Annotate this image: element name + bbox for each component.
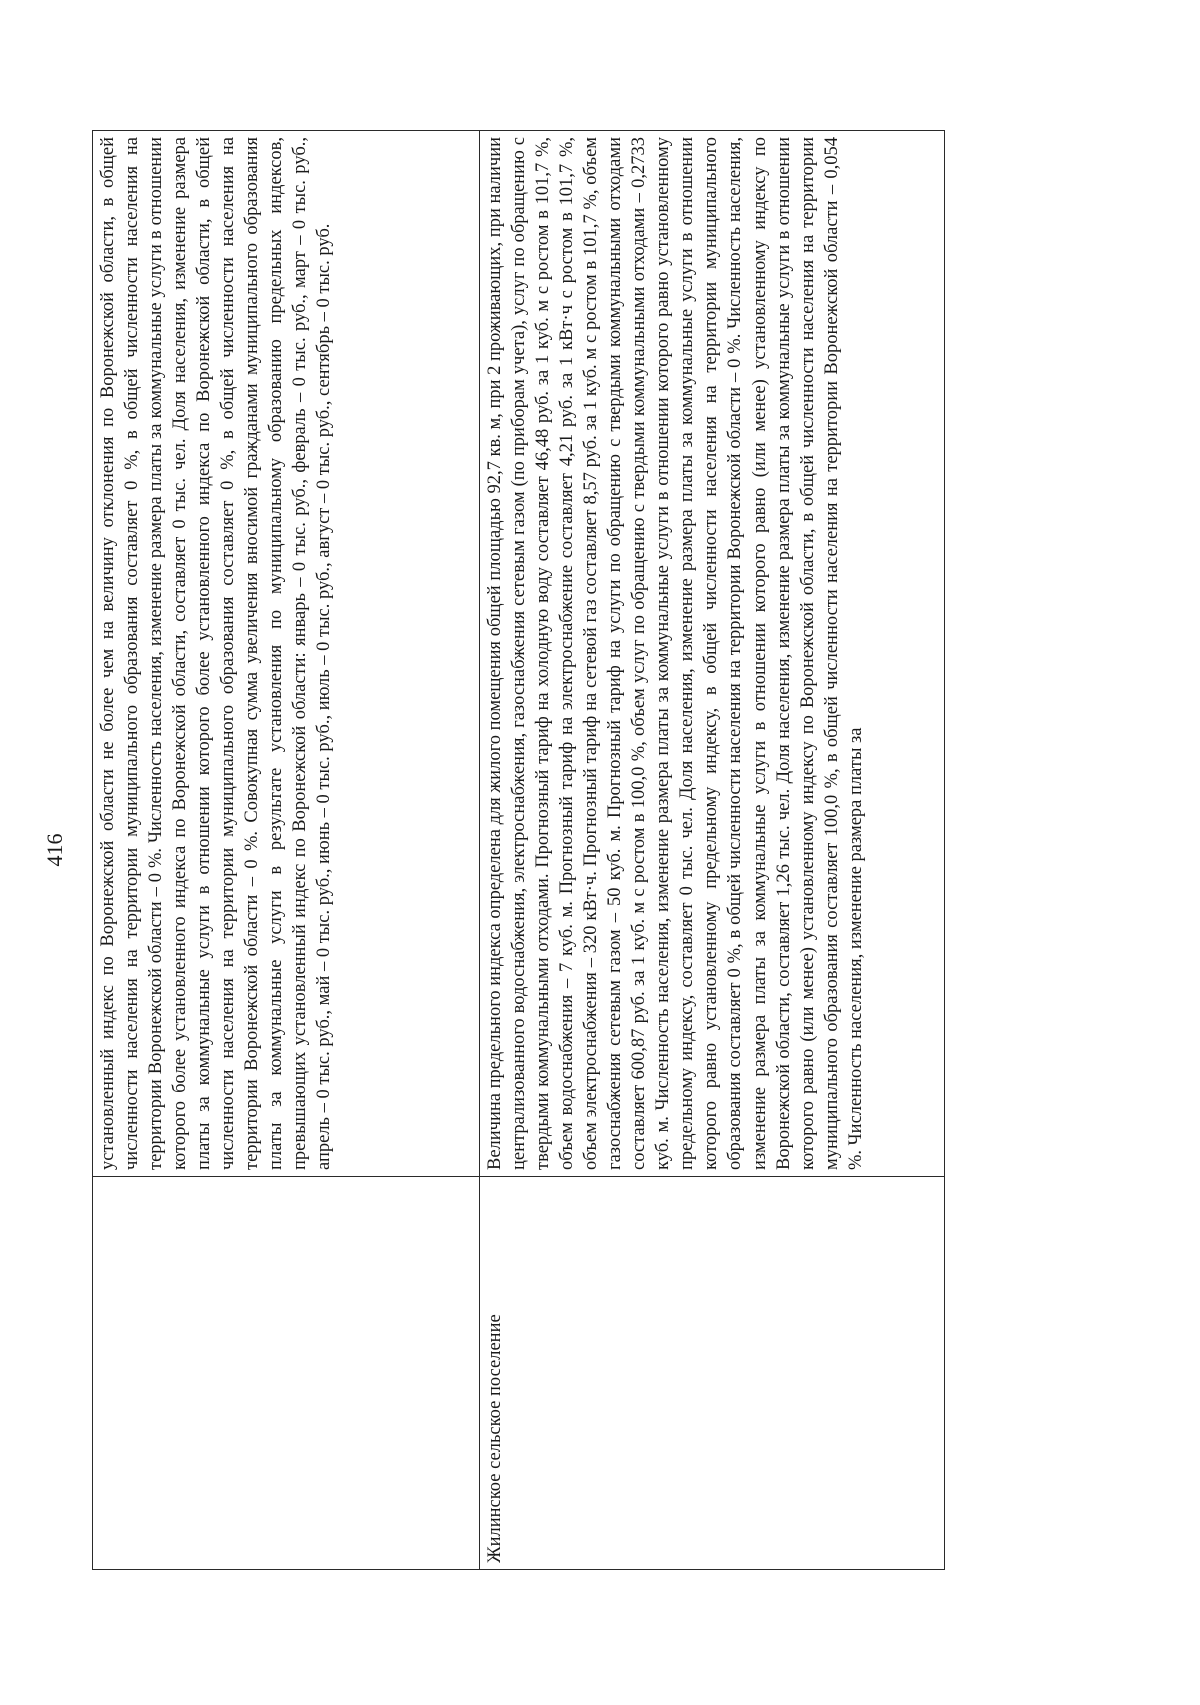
municipality-cell <box>93 1177 480 1570</box>
document-table <box>92 130 945 1570</box>
description-cell: Величина предельного индекса определена для жилого помещения общей площадью 92,7 кв. м, при 2 проживающих, при наличии централизованного водоснабжения, электроснабжения, газоснабжения сетевым газом (по приборам учета), услуг по обращению с твердыми коммунальными отходами. Прогнозный тариф на холодную воду составляет 46,48 руб. за 1 куб. м с ростом в 101,7 %, объем водоснабжения – 7 куб. м. Прогнозный тариф на электроснабжение составляет 4,21 руб. за 1 кВт·ч с ростом в 101,7 %, объем электроснабжения – 320 кВт·ч. Прогнозный тариф на сетевой газ составляет 8,57 руб. за 1 куб. м с ростом в 101,7 %, объем газоснабжения сетевым газом – 50 куб. м. Прогнозный тариф на услуги по обращению с твердыми коммунальными отходами составляет 600,87 руб. за 1 куб. м с ростом в 100,0 %, объем услуг по обращению с твердыми коммунальными отходами – 0,2733 куб. м. Численность населения, изменение размера платы за коммунальные услуги в отношении которого равно установленному предельному индексу, составляет 0 тыс. чел. Доля населения, изменение размера платы за коммунальные услуги в отношении которого равно установленному предельному индексу, в общей численности населения на территории муниципального образования составляет 0 %, в общей численности населения на территории Воронежской области – 0 %. Численность населения, изменение размера платы за коммунальные услуги в отношении которого равно (или менее) установленному индексу по Воронежской области, составляет 1,26 тыс. чел. Доля населения, изменение размера платы за коммунальные услуги в отношении которого равно (или менее) установленному индексу по Воронежской области, в общей численности населения на территории муниципального образования составляет 100,0 %, в общей численности населения на территории Воронежской области – 0,054 %. Численность населения, изменение размера платы за <box>480 131 945 1177</box>
table-row <box>480 131 945 1570</box>
table-row <box>93 131 480 1570</box>
description-cell: установленный индекс по Воронежской области не более чем на величину отклонения по Воронежской области, в общей численности населения на территории муниципального образования составляет 0 %, в общей численности населения на территории Воронежской области – 0 %. Численность населения, изменение размера платы за коммунальные услуги в отношении которого более установленного индекса по Воронежской области, составляет 0 тыс. чел. Доля населения, изменение размера платы за коммунальные услуги в отношении которого более установленного индекса по Воронежской области, в общей численности населения на территории муниципального образования составляет 0 %, в общей численности населения на территории Воронежской области – 0 %. Совокупная сумма увеличения вносимой гражданами муниципального образования платы за коммунальные услуги в результате установления по муниципальному образованию предельных индексов, превышающих установленный индекс по Воронежской области: январь – 0 тыс. руб., февраль – 0 тыс. руб., март – 0 тыс. руб., апрель – 0 тыс. руб., май – 0 тыс. руб., июнь – 0 тыс. руб., июль – 0 тыс. руб., август – 0 тыс. руб., сентябрь – 0 тыс. руб. <box>93 131 480 1177</box>
page-number: 416 <box>42 833 67 867</box>
rotated-page <box>30 100 950 1600</box>
municipality-cell: Жилинское сельское поселение <box>480 1177 945 1570</box>
